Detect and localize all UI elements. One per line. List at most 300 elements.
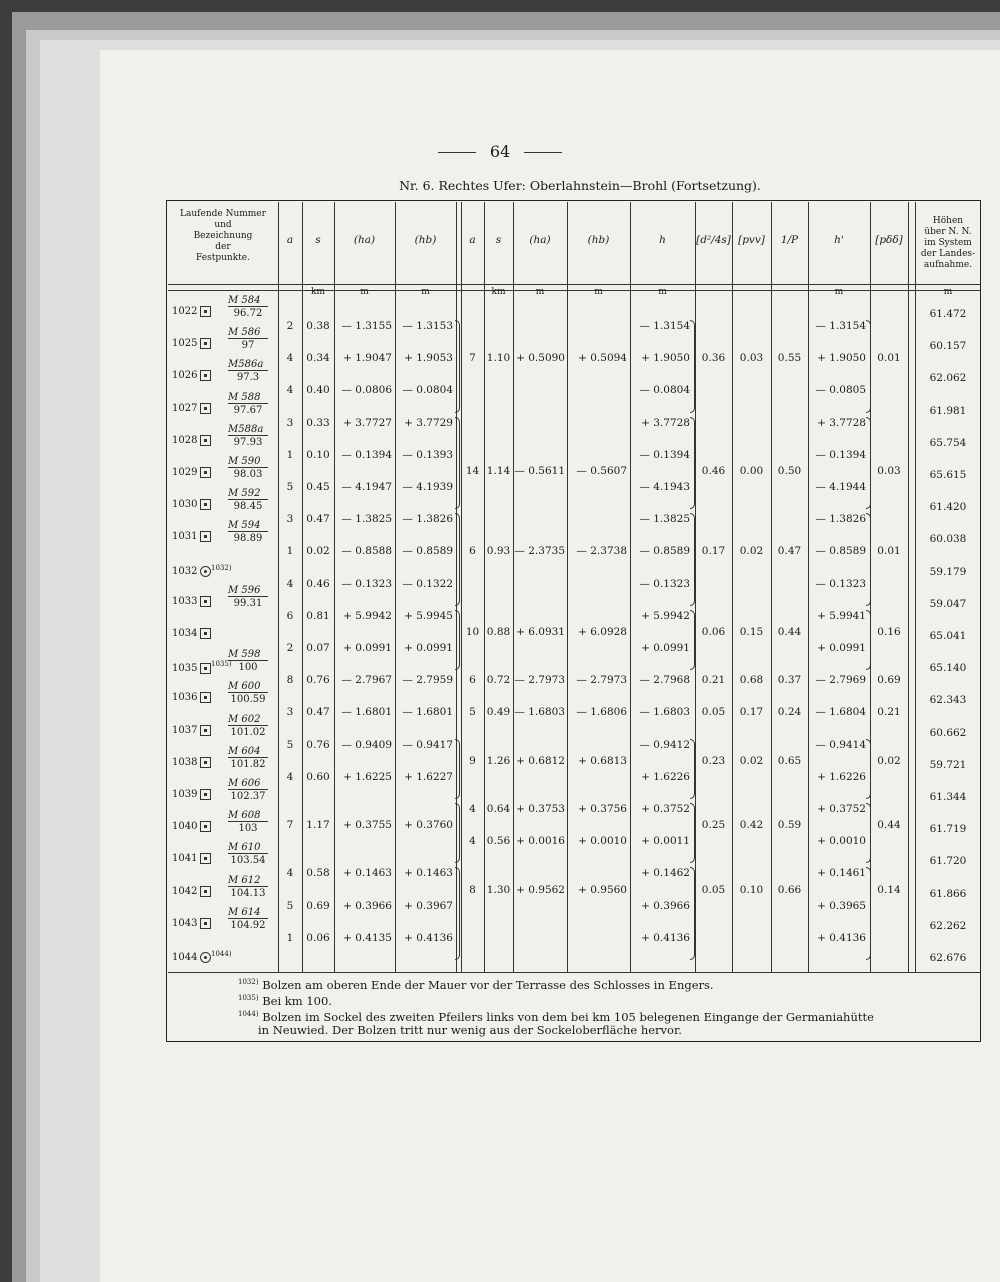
benchmark-km: 100.59 <box>228 692 268 705</box>
height-value: 65.041 <box>929 630 967 642</box>
height-value: 61.344 <box>929 791 967 803</box>
combined-ha: + 0.6812 <box>516 754 565 767</box>
point-row <box>172 853 211 864</box>
section-hb: — 1.3826 <box>402 513 453 526</box>
combined-a: 4 <box>469 803 476 815</box>
header-pdd: [pδδ] <box>875 234 903 246</box>
benchmark-square-icon <box>200 692 211 703</box>
h-value: + 1.6226 <box>641 770 690 783</box>
stat-d2: 0.17 <box>701 545 726 558</box>
section-s: 0.45 <box>306 481 330 493</box>
benchmark-km: 97.3 <box>228 370 268 383</box>
section-hb: + 0.1463 <box>404 867 453 880</box>
combined-ha: + 0.0016 <box>516 835 565 848</box>
point-row <box>172 467 211 478</box>
benchmark-name: M 604 <box>228 745 261 757</box>
column-rule <box>695 202 696 972</box>
benchmark-name: M 598 <box>228 649 261 661</box>
stat-invp: 0.66 <box>777 883 802 896</box>
header-laufende-line: der <box>215 242 231 252</box>
combined-hb: + 6.0928 <box>578 625 627 638</box>
height-value: 62.676 <box>929 952 967 964</box>
stat-d2: 0.25 <box>701 819 726 832</box>
hprime-value: — 2.7969 <box>815 674 866 687</box>
hprime-value: + 0.0991 <box>817 642 866 654</box>
footnote-ref: 1035) <box>238 994 259 1003</box>
group-brace <box>690 513 695 606</box>
height-value: 62.262 <box>929 919 967 932</box>
footnote-text: Bolzen im Sockel des zweiten Pfeilers links von dem bei km 105 belegenen Eingange der Germaniahütte <box>258 1010 874 1024</box>
unit-s1: km <box>311 287 325 297</box>
stat-pvv: 0.17 <box>739 706 764 719</box>
point-number: 1036 <box>172 692 198 704</box>
combined-hb: + 0.9560 <box>578 883 627 896</box>
stat-d2: 0.05 <box>701 883 726 896</box>
benchmark-label <box>228 295 268 319</box>
benchmark-square-icon <box>200 886 211 897</box>
point-row <box>172 757 211 768</box>
header-hprime: h' <box>834 234 844 246</box>
height-value: 59.721 <box>929 758 967 771</box>
benchmark-label <box>228 585 268 609</box>
unit-hoehen: m <box>943 287 953 297</box>
benchmark-name: M 588 <box>228 391 261 403</box>
combined-s: 0.72 <box>486 674 511 687</box>
combined-a: 9 <box>469 754 476 767</box>
section-ha: — 1.3825 <box>341 513 392 526</box>
stat-pvv: 0.00 <box>739 464 764 477</box>
hprime-value: — 1.3154 <box>815 320 866 332</box>
group-brace <box>690 610 695 670</box>
combined-hb: + 0.5094 <box>578 352 627 365</box>
benchmark-label <box>228 746 268 770</box>
section-ha: + 0.3966 <box>343 899 392 912</box>
benchmark-square-icon <box>200 306 211 317</box>
combined-s: 0.64 <box>486 803 511 815</box>
section-s: 0.34 <box>306 352 330 365</box>
section-hb: + 5.9945 <box>404 609 453 622</box>
benchmark-name: M 586 <box>228 327 261 339</box>
h-value: + 1.9050 <box>641 352 690 365</box>
height-value: 61.866 <box>929 887 967 900</box>
stat-invp: 0.50 <box>777 464 802 477</box>
page-number: 64 <box>0 142 1000 161</box>
section-a: 4 <box>286 577 294 590</box>
section-a: 1 <box>286 448 294 461</box>
header-d2: [d²/4s] <box>696 234 731 246</box>
stat-invp: 0.44 <box>777 625 802 638</box>
height-value: 59.179 <box>929 565 967 578</box>
hprime-value: — 0.9414 <box>815 738 866 751</box>
stat-invp: 0.37 <box>777 674 802 687</box>
section-ha: + 0.4135 <box>343 931 392 944</box>
header-hoehen <box>915 216 981 271</box>
hprime-value: + 3.7728 <box>817 416 866 429</box>
point-number: 1035 <box>172 662 198 674</box>
section-hb: + 0.4136 <box>404 931 453 944</box>
benchmark-label <box>228 359 268 383</box>
point-row <box>172 338 211 349</box>
point-note: 1035) <box>211 660 232 669</box>
benchmark-square-icon <box>200 467 211 478</box>
section-s: 0.76 <box>306 738 330 751</box>
section-ha: — 0.0806 <box>341 384 392 397</box>
unit-hb1: m <box>421 287 430 297</box>
benchmark-name: M 608 <box>228 810 261 822</box>
section-a: 1 <box>286 931 294 944</box>
section-ha: + 1.9047 <box>343 352 392 365</box>
benchmark-name: M 596 <box>228 584 261 596</box>
benchmark-label <box>228 714 268 738</box>
height-value: 61.472 <box>929 308 967 320</box>
combined-a: 6 <box>469 674 476 687</box>
footnote <box>238 978 714 992</box>
point-row <box>172 531 211 542</box>
benchmark-label <box>228 810 268 834</box>
section-hb: + 3.7729 <box>404 416 453 429</box>
benchmark-square-icon <box>200 853 211 864</box>
point-number: 1027 <box>172 402 198 414</box>
point-number: 1043 <box>172 917 198 929</box>
benchmark-name: M 612 <box>228 874 261 886</box>
group-brace <box>455 803 460 863</box>
point-number: 1037 <box>172 724 198 736</box>
point-number: 1026 <box>172 370 198 382</box>
section-s: 0.07 <box>306 642 330 654</box>
section-hb: — 1.6801 <box>402 706 453 719</box>
point-number: 1028 <box>172 434 198 446</box>
point-number: 1022 <box>172 306 198 317</box>
benchmark-square-icon <box>200 435 211 446</box>
column-rule <box>732 202 733 972</box>
section-hb: — 0.9417 <box>402 738 453 751</box>
column-rule <box>513 202 514 972</box>
benchmark-km: 97.93 <box>228 435 268 448</box>
section-hb: + 0.3967 <box>404 899 453 912</box>
h-value: + 0.0991 <box>641 642 690 654</box>
group-brace <box>866 513 871 606</box>
header-laufende-line: Laufende Nummer <box>180 209 266 219</box>
section-ha: + 1.6225 <box>343 770 392 783</box>
group-brace <box>455 739 460 799</box>
h-value: + 0.3752 <box>641 803 690 815</box>
stat-pvv: 0.68 <box>739 674 764 687</box>
benchmark-km: 101.82 <box>228 757 268 770</box>
section-ha: — 0.1394 <box>341 448 392 461</box>
benchmark-km: 103.54 <box>228 853 268 866</box>
column-rule <box>484 202 485 972</box>
stat-d2: 0.05 <box>701 706 726 719</box>
benchmark-km: 100 <box>228 660 268 673</box>
hprime-value: — 0.1323 <box>815 577 866 590</box>
table-caption: Nr. 6. Rechtes Ufer: Oberlahnstein—Brohl (Fortsetzung). <box>399 178 761 193</box>
unit-ha2: m <box>535 287 545 297</box>
pdd-value: 0.01 <box>877 352 901 365</box>
benchmark-square-icon <box>200 821 211 832</box>
height-value: 62.343 <box>929 694 967 707</box>
header-a2: a <box>469 234 476 246</box>
point-row <box>172 918 211 929</box>
benchmark-label <box>228 681 268 705</box>
section-s: 0.40 <box>306 384 330 397</box>
section-ha: — 1.3155 <box>341 320 392 332</box>
point-note: 1044) <box>211 950 232 958</box>
point-row <box>172 403 211 414</box>
section-ha: + 0.1463 <box>343 867 392 880</box>
section-a: 5 <box>286 738 294 751</box>
group-brace <box>690 320 695 413</box>
combined-ha: + 0.5090 <box>516 352 565 365</box>
point-row <box>172 435 211 446</box>
point-number: 1039 <box>172 789 198 800</box>
header-s2: s <box>495 234 502 246</box>
benchmark-square-icon <box>200 628 211 639</box>
header-h: h <box>659 234 666 246</box>
benchmark-name: M 584 <box>228 295 261 306</box>
combined-a: 14 <box>465 464 480 477</box>
benchmark-square-icon <box>200 789 211 800</box>
pdd-value: 0.21 <box>877 706 901 719</box>
combined-hb: — 0.5607 <box>576 464 627 477</box>
hprime-value: + 1.9050 <box>817 352 866 365</box>
section-hb: + 0.0991 <box>404 642 453 654</box>
combined-s: 0.93 <box>486 545 511 558</box>
stat-d2: 0.36 <box>701 352 726 365</box>
section-s: 0.58 <box>306 867 330 880</box>
section-hb: — 2.7959 <box>402 674 453 687</box>
stat-pvv: 0.02 <box>739 754 764 767</box>
benchmark-km: 98.03 <box>228 467 268 480</box>
footnote-text: Bolzen am oberen Ende der Mauer vor der Terrasse des Schlosses in Engers. <box>258 978 714 992</box>
stat-invp: 0.65 <box>777 754 802 767</box>
footnote-ref: 1044) <box>238 1010 259 1019</box>
point-row <box>172 886 211 897</box>
footnote-text: Bei km 100. <box>258 994 332 1008</box>
benchmark-label <box>228 327 268 351</box>
header-hoehen-line: im System <box>924 238 972 248</box>
h-value: — 0.8589 <box>639 545 690 558</box>
combined-ha: — 2.7973 <box>514 674 565 687</box>
combined-s: 0.49 <box>486 706 511 719</box>
group-brace <box>455 610 460 670</box>
hprime-value: — 0.1394 <box>815 448 866 461</box>
combined-ha: — 0.5611 <box>514 464 565 477</box>
point-number: 1033 <box>172 595 198 607</box>
combined-hb: — 2.7973 <box>576 674 627 687</box>
section-a: 1 <box>286 545 294 558</box>
section-hb: — 0.1393 <box>402 448 453 461</box>
footnote-ref: 1032) <box>238 978 259 987</box>
benchmark-km: 96.72 <box>228 306 268 319</box>
header-laufende <box>168 209 278 264</box>
benchmark-square-icon <box>200 403 211 414</box>
benchmark-km: 102.37 <box>228 789 268 802</box>
hprime-value: + 5.9941 <box>817 609 866 622</box>
benchmark-km: 97 <box>228 338 268 351</box>
h-value: — 2.7968 <box>639 674 690 687</box>
point-number: 1042 <box>172 885 198 897</box>
benchmark-square-icon <box>200 663 211 674</box>
combined-hb: + 0.3756 <box>578 803 627 815</box>
footnote-continuation: in Neuwied. Der Bolzen tritt nur wenig aus der Sockeloberfläche hervor. <box>258 1023 682 1037</box>
point-row <box>172 306 211 317</box>
unit-s2: km <box>491 287 506 297</box>
section-ha: + 0.3755 <box>343 819 392 832</box>
section-hb: — 0.1322 <box>402 577 453 590</box>
benchmark-square-icon <box>200 338 211 349</box>
combined-s: 1.14 <box>486 464 511 477</box>
point-number: 1032 <box>172 565 198 577</box>
section-a: 2 <box>286 320 294 332</box>
header-hoehen-line: über N. N. <box>924 227 972 237</box>
benchmark-square-icon <box>200 918 211 929</box>
combined-ha: + 0.3753 <box>516 803 565 815</box>
hprime-value: + 0.3752 <box>817 803 866 815</box>
height-value: 61.420 <box>929 501 967 514</box>
benchmark-label <box>228 875 268 899</box>
section-a: 4 <box>286 352 294 365</box>
point-row <box>172 692 211 703</box>
stat-d2: 0.06 <box>701 625 726 638</box>
header-hb1: (hb) <box>414 234 437 246</box>
section-s: 0.38 <box>306 320 330 332</box>
combined-s: 0.56 <box>486 835 511 848</box>
benchmark-km: 98.45 <box>228 499 268 512</box>
combined-ha: — 2.3735 <box>514 545 565 558</box>
stat-d2: 0.46 <box>701 464 726 477</box>
point-number: 1040 <box>172 821 198 833</box>
benchmark-label <box>228 907 268 931</box>
h-value: — 1.3825 <box>639 513 690 526</box>
section-a: 3 <box>286 416 294 429</box>
benchmark-square-icon <box>200 370 211 381</box>
benchmark-label <box>228 424 268 448</box>
section-s: 0.02 <box>306 545 330 558</box>
point-number: 1034 <box>172 628 198 639</box>
bolt-circle-icon <box>200 566 211 577</box>
section-s: 1.17 <box>306 819 330 832</box>
combined-ha: — 1.6803 <box>514 706 565 719</box>
header-a1: a <box>286 234 294 246</box>
pdd-value: 0.14 <box>877 883 901 896</box>
combined-s: 1.10 <box>486 352 511 365</box>
section-s: 0.81 <box>306 609 330 622</box>
section-a: 6 <box>286 609 294 622</box>
group-brace <box>690 803 695 863</box>
header-ha1: (ha) <box>353 234 376 246</box>
section-ha: + 3.7727 <box>343 416 392 429</box>
point-row <box>172 596 211 607</box>
height-value: 65.140 <box>929 662 967 675</box>
benchmark-square-icon <box>200 499 211 510</box>
benchmark-square-icon <box>200 596 211 607</box>
stat-invp: 0.59 <box>777 819 802 832</box>
height-value: 62.062 <box>929 372 967 385</box>
benchmark-label <box>228 649 268 673</box>
point-number: 1029 <box>172 467 198 478</box>
benchmark-label <box>228 778 268 802</box>
stat-invp: 0.47 <box>777 545 802 558</box>
section-hb: — 0.8589 <box>402 545 453 558</box>
h-value: + 0.1462 <box>641 867 690 880</box>
unit-h: m <box>658 287 667 297</box>
point-row <box>172 821 211 832</box>
h-value: — 1.6803 <box>639 706 690 719</box>
point-number: 1044 <box>172 952 198 964</box>
header-rule <box>168 284 980 285</box>
pdd-value: 0.03 <box>877 464 901 477</box>
benchmark-km: 99.31 <box>228 596 268 609</box>
benchmark-square-icon <box>200 757 211 768</box>
unit-ha1: m <box>360 287 369 297</box>
section-a: 3 <box>286 513 294 526</box>
point-note: 1032) <box>211 563 232 572</box>
section-hb: + 0.3760 <box>404 819 453 832</box>
header-hoehen-line: der Landes- <box>920 249 976 259</box>
point-row <box>172 660 232 673</box>
combined-s: 1.30 <box>486 883 511 896</box>
point-row <box>172 499 211 510</box>
group-brace <box>455 417 460 510</box>
combined-a: 8 <box>469 883 476 896</box>
hprime-value: — 0.0805 <box>815 384 866 397</box>
group-brace <box>455 513 460 606</box>
height-value: 65.754 <box>929 436 967 449</box>
pdd-value: 0.02 <box>877 754 901 767</box>
benchmark-label <box>228 488 268 512</box>
benchmark-label <box>228 456 268 480</box>
pdd-value: 0.44 <box>877 819 901 832</box>
height-value: 60.157 <box>929 340 967 353</box>
header-laufende-line: und <box>214 220 232 230</box>
benchmark-square-icon <box>200 725 211 736</box>
header-hb2: (hb) <box>587 234 610 246</box>
section-ha: — 1.6801 <box>341 706 392 719</box>
h-value: — 0.1394 <box>639 448 690 461</box>
combined-hb: — 2.3738 <box>576 545 627 558</box>
pdd-value: 0.69 <box>877 674 901 687</box>
benchmark-km: 97.67 <box>228 403 268 416</box>
section-a: 4 <box>286 384 294 397</box>
section-hb: — 1.3153 <box>402 320 453 332</box>
group-brace <box>455 320 460 413</box>
benchmark-name: M 594 <box>228 520 261 532</box>
height-value: 59.047 <box>929 597 967 610</box>
group-brace <box>866 867 871 960</box>
section-a: 2 <box>286 642 294 654</box>
benchmark-name: M 602 <box>228 713 261 725</box>
benchmark-name: M 606 <box>228 778 261 789</box>
stat-pvv: 0.42 <box>739 819 764 832</box>
height-value: 61.720 <box>929 855 967 868</box>
section-ha: — 0.8588 <box>341 545 392 558</box>
header-ha2: (ha) <box>529 234 551 246</box>
h-value: + 0.0011 <box>641 835 690 848</box>
point-number: 1038 <box>172 756 198 768</box>
point-row <box>172 370 211 381</box>
combined-hb: + 0.6813 <box>578 754 627 767</box>
hprime-value: + 0.0010 <box>817 835 866 848</box>
section-s: 0.06 <box>306 931 330 944</box>
combined-a: 4 <box>469 835 476 848</box>
footnote <box>238 994 332 1008</box>
combined-ha: + 6.0931 <box>516 625 565 638</box>
section-s: 0.69 <box>306 899 330 912</box>
section-s: 0.33 <box>306 416 330 429</box>
combined-a: 6 <box>469 545 476 558</box>
benchmark-km: 104.13 <box>228 886 268 899</box>
point-row <box>172 628 211 639</box>
